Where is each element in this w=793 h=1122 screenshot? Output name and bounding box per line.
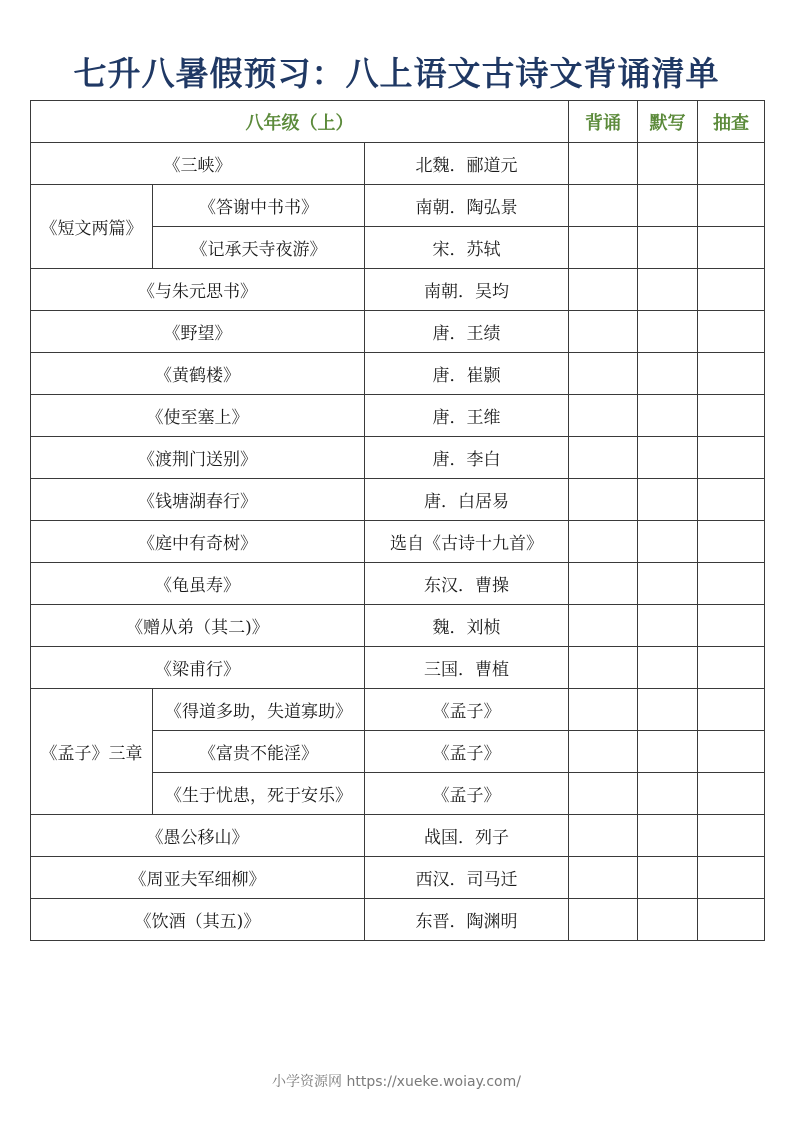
recite-cell[interactable] [569, 437, 638, 479]
table-row [31, 521, 765, 563]
poem-title: 《周亚夫军细柳》 [31, 857, 365, 899]
recite-cell[interactable] [569, 185, 638, 227]
table-row [31, 269, 765, 311]
recitation-table [30, 100, 765, 941]
dictation-cell[interactable] [638, 773, 698, 815]
dictation-cell[interactable] [638, 227, 698, 269]
table-row [31, 815, 765, 857]
check-cell[interactable] [698, 479, 765, 521]
check-cell[interactable] [698, 857, 765, 899]
poem-author: 唐．王维 [365, 395, 569, 437]
dictation-cell[interactable] [638, 647, 698, 689]
recite-cell[interactable] [569, 521, 638, 563]
recite-cell[interactable] [569, 395, 638, 437]
poem-author: 唐．崔颢 [365, 353, 569, 395]
poem-title: 《与朱元思书》 [31, 269, 365, 311]
group-title: 《短文两篇》 [31, 185, 153, 269]
poem-title: 《记承天寺夜游》 [153, 227, 365, 269]
poem-author: 南朝．陶弘景 [365, 185, 569, 227]
check-cell[interactable] [698, 899, 765, 941]
poem-author: 唐．李白 [365, 437, 569, 479]
table-row [31, 899, 765, 941]
grade-header: 八年级（上） [31, 101, 569, 143]
table-row [31, 395, 765, 437]
check-cell[interactable] [698, 227, 765, 269]
poem-title: 《富贵不能淫》 [153, 731, 365, 773]
check-cell[interactable] [698, 353, 765, 395]
table-row [31, 185, 765, 227]
poem-title: 《得道多助，失道寡助》 [153, 689, 365, 731]
table-header-row [31, 101, 765, 143]
poem-title: 《黄鹤楼》 [31, 353, 365, 395]
poem-title: 《三峡》 [31, 143, 365, 185]
poem-author: 《孟子》 [365, 773, 569, 815]
check-cell[interactable] [698, 269, 765, 311]
recite-cell[interactable] [569, 647, 638, 689]
poem-author: 北魏．郦道元 [365, 143, 569, 185]
dictation-cell[interactable] [638, 899, 698, 941]
page-title: 七升八暑假预习：八上语文古诗文背诵清单 [73, 54, 720, 93]
dictation-cell[interactable] [638, 143, 698, 185]
table-row [31, 857, 765, 899]
dictation-cell[interactable] [638, 479, 698, 521]
poem-title: 《庭中有奇树》 [31, 521, 365, 563]
recite-header: 背诵 [569, 101, 638, 143]
recite-cell[interactable] [569, 857, 638, 899]
dictation-cell[interactable] [638, 731, 698, 773]
dictation-cell[interactable] [638, 689, 698, 731]
check-header: 抽查 [698, 101, 765, 143]
check-cell[interactable] [698, 143, 765, 185]
poem-title: 《钱塘湖春行》 [31, 479, 365, 521]
check-cell[interactable] [698, 647, 765, 689]
recite-cell[interactable] [569, 311, 638, 353]
dictation-cell[interactable] [638, 395, 698, 437]
poem-author: 唐．王绩 [365, 311, 569, 353]
table-row [31, 311, 765, 353]
check-cell[interactable] [698, 563, 765, 605]
table-row [31, 563, 765, 605]
poem-author: 魏．刘桢 [365, 605, 569, 647]
dictation-cell[interactable] [638, 437, 698, 479]
dictation-cell[interactable] [638, 521, 698, 563]
poem-author: 宋．苏轼 [365, 227, 569, 269]
poem-title: 《梁甫行》 [31, 647, 365, 689]
poem-title: 《生于忧患，死于安乐》 [153, 773, 365, 815]
table-row [31, 353, 765, 395]
recite-cell[interactable] [569, 227, 638, 269]
poem-author: 唐．白居易 [365, 479, 569, 521]
poem-title: 《饮酒（其五)》 [31, 899, 365, 941]
poem-author: 西汉．司马迁 [365, 857, 569, 899]
poem-author: 三国．曹植 [365, 647, 569, 689]
poem-title: 《答谢中书书》 [153, 185, 365, 227]
group-title: 《孟子》三章 [31, 689, 153, 815]
dictation-cell[interactable] [638, 815, 698, 857]
recite-cell[interactable] [569, 563, 638, 605]
table-row [31, 437, 765, 479]
dictation-header: 默写 [638, 101, 698, 143]
poem-author: 东汉．曹操 [365, 563, 569, 605]
recite-cell[interactable] [569, 815, 638, 857]
poem-author: 选自《古诗十九首》 [365, 521, 569, 563]
table-row [31, 647, 765, 689]
poem-title: 《赠从弟（其二)》 [31, 605, 365, 647]
recite-cell[interactable] [569, 689, 638, 731]
check-cell[interactable] [698, 521, 765, 563]
dictation-cell[interactable] [638, 185, 698, 227]
dictation-cell[interactable] [638, 563, 698, 605]
dictation-cell[interactable] [638, 311, 698, 353]
recite-cell[interactable] [569, 731, 638, 773]
poem-title: 《愚公移山》 [31, 815, 365, 857]
check-cell[interactable] [698, 185, 765, 227]
recite-cell[interactable] [569, 269, 638, 311]
dictation-cell[interactable] [638, 353, 698, 395]
poem-title: 《野望》 [31, 311, 365, 353]
check-cell[interactable] [698, 731, 765, 773]
check-cell[interactable] [698, 605, 765, 647]
recite-cell[interactable] [569, 143, 638, 185]
dictation-cell[interactable] [638, 269, 698, 311]
poem-author: 南朝．吴均 [365, 269, 569, 311]
poem-author: 《孟子》 [365, 731, 569, 773]
recite-cell[interactable] [569, 353, 638, 395]
poem-title: 《使至塞上》 [31, 395, 365, 437]
recite-cell[interactable] [569, 605, 638, 647]
table-row [31, 479, 765, 521]
check-cell[interactable] [698, 773, 765, 815]
check-cell[interactable] [698, 311, 765, 353]
table-row [31, 143, 765, 185]
dictation-cell[interactable] [638, 857, 698, 899]
check-cell[interactable] [698, 689, 765, 731]
check-cell[interactable] [698, 437, 765, 479]
recite-cell[interactable] [569, 899, 638, 941]
check-cell[interactable] [698, 395, 765, 437]
check-cell[interactable] [698, 815, 765, 857]
table-row [31, 605, 765, 647]
poem-title: 《龟虽寿》 [31, 563, 365, 605]
recite-cell[interactable] [569, 479, 638, 521]
poem-author: 《孟子》 [365, 689, 569, 731]
dictation-cell[interactable] [638, 605, 698, 647]
table-row [31, 689, 765, 731]
poem-author: 战国．列子 [365, 815, 569, 857]
poem-title: 《渡荆门送别》 [31, 437, 365, 479]
recite-cell[interactable] [569, 773, 638, 815]
footer-source: 小学资源网 https://xueke.woiay.com/ [272, 1074, 521, 1090]
poem-author: 东晋．陶渊明 [365, 899, 569, 941]
